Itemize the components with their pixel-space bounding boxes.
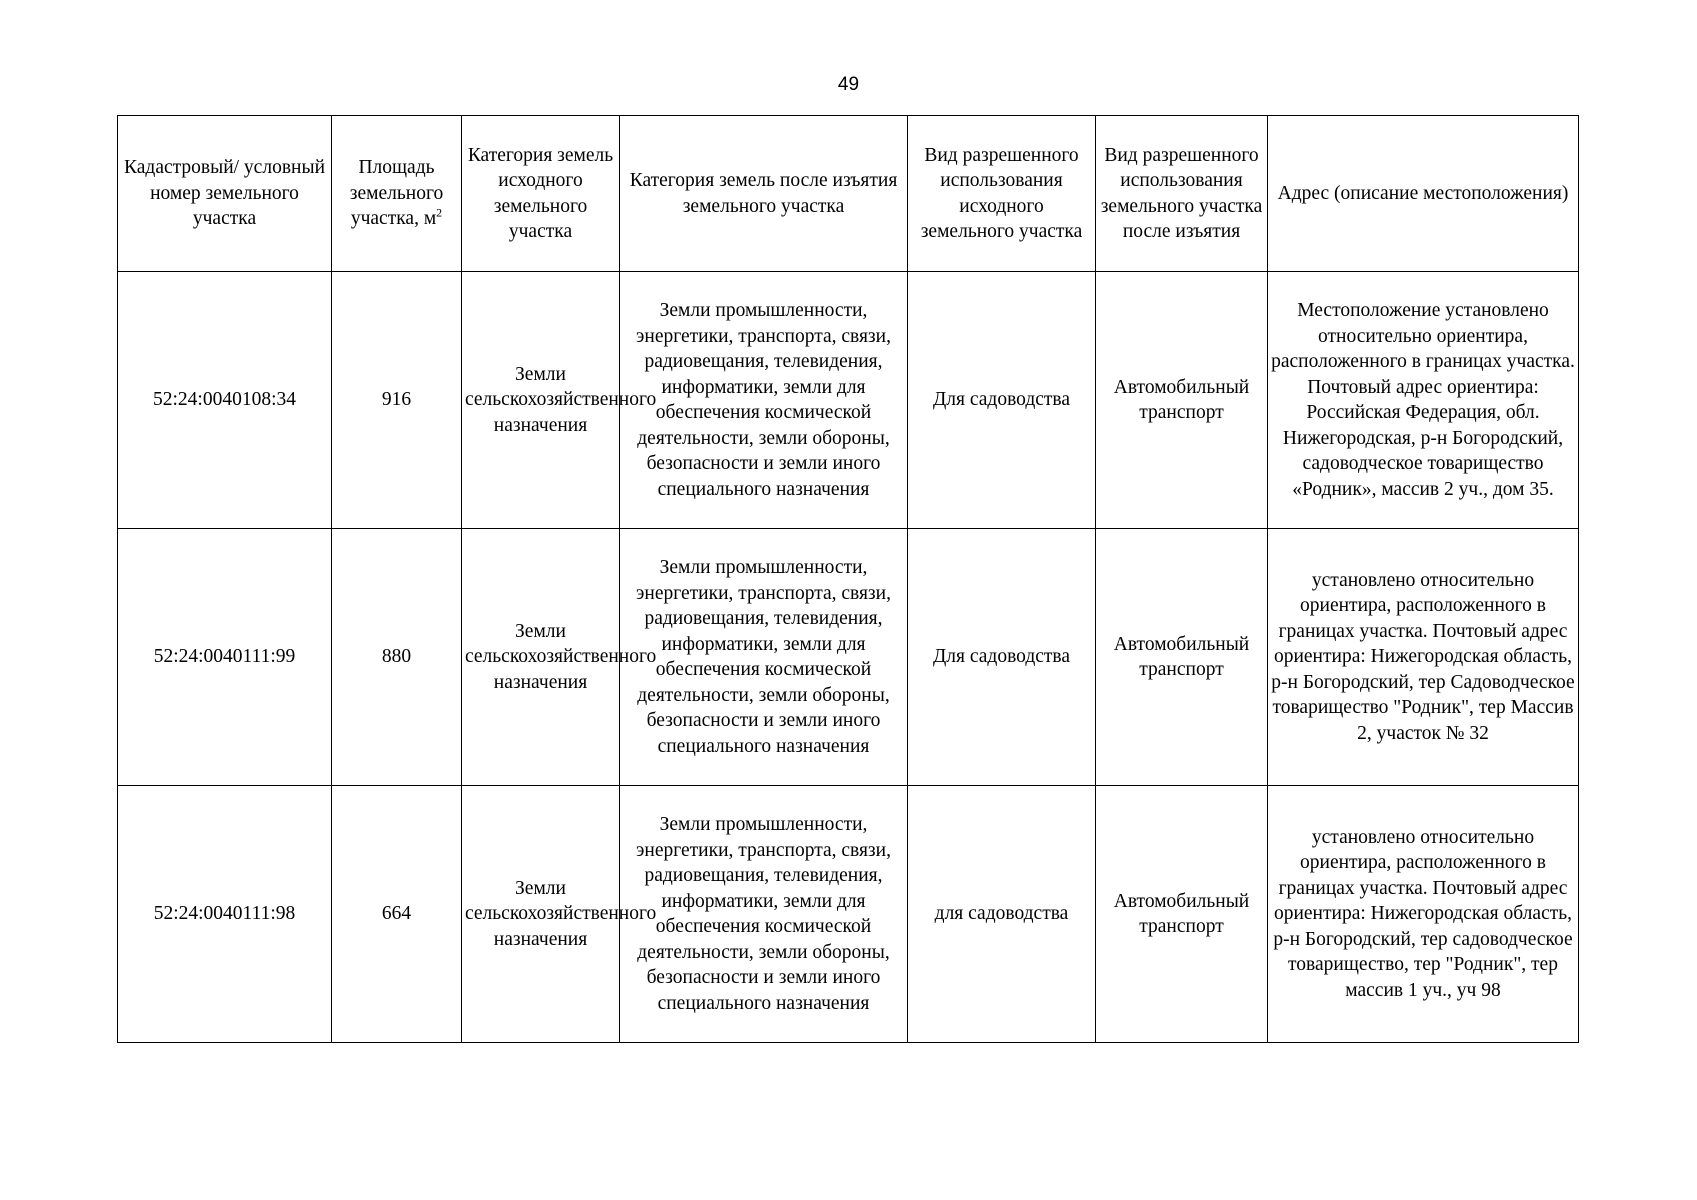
table-row <box>118 786 1579 1043</box>
table-header-row <box>118 116 1579 272</box>
cell-use-after: Автомобильный транспорт <box>1096 529 1268 786</box>
header-area <box>332 116 462 272</box>
cell-cadastral-number: 52:24:0040111:98 <box>118 786 332 1043</box>
header-area-label: Площадь земельного участка, м <box>349 157 444 230</box>
cell-cadastral-number: 52:24:0040108:34 <box>118 272 332 529</box>
cell-use-original: для садоводства <box>908 786 1096 1043</box>
cell-use-after: Автомобильный транспорт <box>1096 786 1268 1043</box>
header-use-after: Вид разрешенного использования земельного участка после изъятия <box>1096 116 1268 272</box>
cell-area: 916 <box>332 272 462 529</box>
header-address: Адрес (описание местоположения) <box>1268 116 1579 272</box>
header-area-superscript: 2 <box>436 205 443 220</box>
table-row <box>118 272 1579 529</box>
cell-use-original: Для садоводства <box>908 272 1096 529</box>
cell-category-after: Земли промышленности, энергетики, транспорта, связи, радиовещания, телевидения, информатики, земли для обеспечения космической деятельности, земли обороны, безопасности и земли иного специального назначения <box>620 272 908 529</box>
cell-address: установлено относительно ориентира, расположенного в границах участка. Почтовый адрес ориентира: Нижегородская область, р-н Богородский, тер садоводческое товарищество, тер "Родник", тер массив 1 уч., уч 98 <box>1268 786 1579 1043</box>
cell-area: 664 <box>332 786 462 1043</box>
header-use-original: Вид разрешенного использования исходного земельного участка <box>908 116 1096 272</box>
cell-address: Местоположение установлено относительно ориентира, расположенного в границах участка. Почтовый адрес ориентира: Российская Федерация, обл. Нижегородская, р-н Богородский, садоводческое товарищество «Родник», массив 2 уч., дом 35. <box>1268 272 1579 529</box>
cell-category-after: Земли промышленности, энергетики, транспорта, связи, радиовещания, телевидения, информатики, земли для обеспечения космической деятельности, земли обороны, безопасности и земли иного специального назначения <box>620 786 908 1043</box>
cell-category-original: Земли сельскохозяйственного назначения <box>462 272 620 529</box>
cell-category-original: Земли сельскохозяйственного назначения <box>462 786 620 1043</box>
cell-address: установлено относительно ориентира, расположенного в границах участка. Почтовый адрес ориентира: Нижегородская область, р-н Богородский, тер Садоводческое товарищество "Родник", тер Массив 2, участок № 32 <box>1268 529 1579 786</box>
cell-cadastral-number: 52:24:0040111:99 <box>118 529 332 786</box>
cell-use-original: Для садоводства <box>908 529 1096 786</box>
land-plots-table <box>117 115 1579 1043</box>
page-number: 49 <box>837 74 860 95</box>
header-category-original: Категория земель исходного земельного участка <box>462 116 620 272</box>
cell-area: 880 <box>332 529 462 786</box>
header-category-after: Категория земель после изъятия земельного участка <box>620 116 908 272</box>
table-row <box>118 529 1579 786</box>
cell-category-original: Земли сельскохозяйственного назначения <box>462 529 620 786</box>
cell-category-after: Земли промышленности, энергетики, транспорта, связи, радиовещания, телевидения, информатики, земли для обеспечения космической деятельности, земли обороны, безопасности и земли иного специального назначения <box>620 529 908 786</box>
cell-use-after: Автомобильный транспорт <box>1096 272 1268 529</box>
header-cadastral-number: Кадастровый/ условный номер земельного участка <box>118 116 332 272</box>
